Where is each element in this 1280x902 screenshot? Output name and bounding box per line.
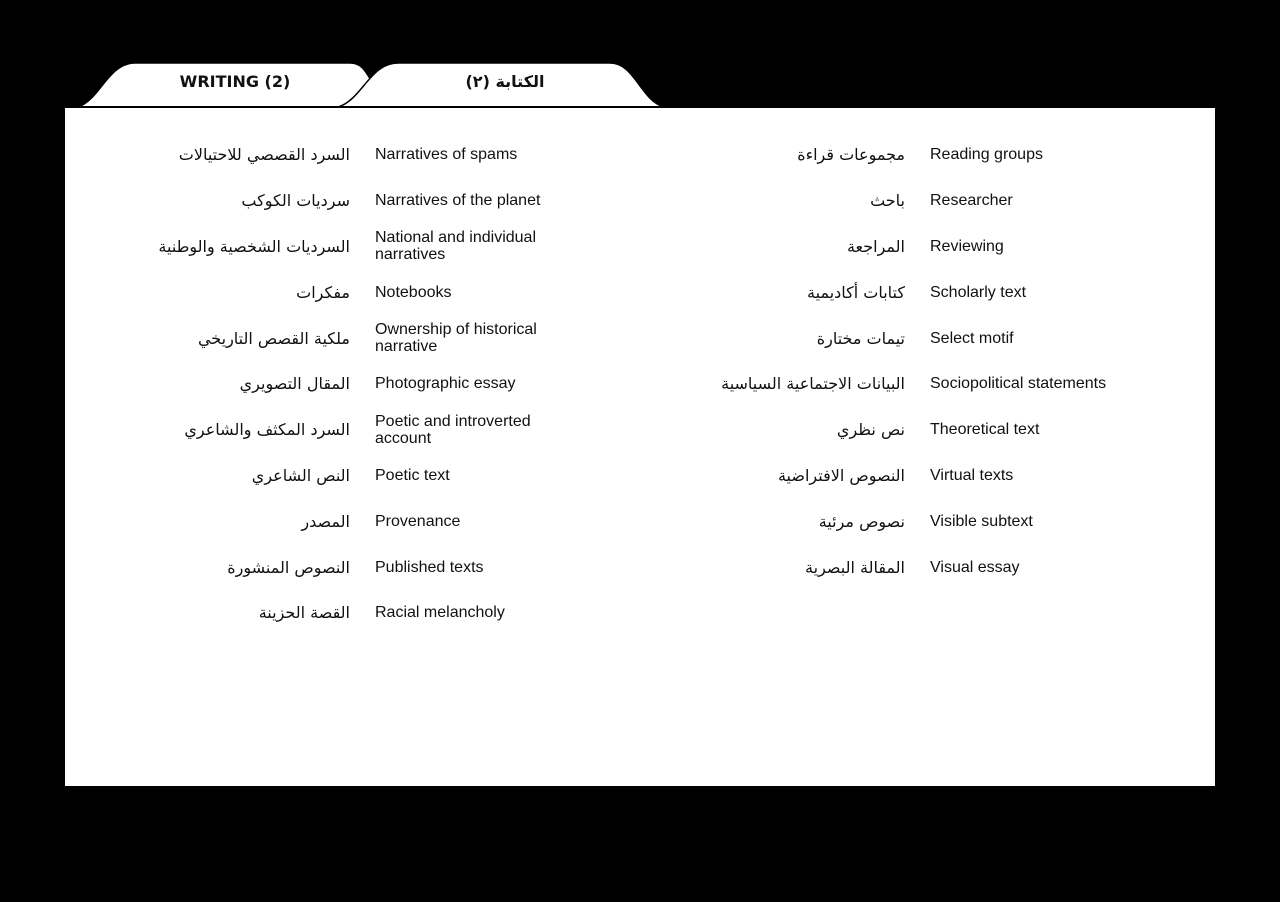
term-row[interactable] xyxy=(65,361,625,407)
term-arabic: نص نظري xyxy=(836,420,905,440)
left-term-list xyxy=(65,132,625,636)
term-arabic: المقال التصويري xyxy=(239,374,350,394)
term-english: Visible subtext xyxy=(930,512,1033,530)
term-english: Researcher xyxy=(930,192,1013,210)
term-english: National and individual narratives xyxy=(375,229,536,264)
term-row[interactable] xyxy=(65,269,625,315)
term-english: Ownership of historical narrative xyxy=(375,321,537,356)
term-arabic: المصدر xyxy=(301,511,350,531)
term-english: Notebooks xyxy=(375,283,452,301)
term-english: Reviewing xyxy=(930,237,1004,255)
term-row[interactable] xyxy=(625,315,1215,361)
term-english: Sociopolitical statements xyxy=(930,375,1107,393)
glossary-panel xyxy=(65,108,1215,786)
term-row[interactable] xyxy=(625,132,1215,178)
term-arabic: مفكرات xyxy=(296,282,350,302)
term-english: Select motif xyxy=(930,329,1014,347)
term-english: Reading groups xyxy=(930,146,1043,164)
term-row[interactable] xyxy=(65,224,625,270)
term-arabic: النصوص المنشورة xyxy=(227,557,350,577)
term-row[interactable] xyxy=(625,407,1215,453)
term-arabic: السرد القصصي للاحتيالات xyxy=(178,145,350,165)
term-arabic: كتابات أكاديمية xyxy=(807,282,905,302)
term-english: Narratives of the planet xyxy=(375,192,541,210)
term-row[interactable] xyxy=(65,498,625,544)
term-row[interactable] xyxy=(65,178,625,224)
term-english: Published texts xyxy=(375,558,484,576)
term-row[interactable] xyxy=(625,498,1215,544)
term-english: Poetic text xyxy=(375,466,450,484)
term-english: Theoretical text xyxy=(930,421,1040,439)
term-arabic: سرديات الكوكب xyxy=(241,191,350,211)
term-arabic: ملكية القصص التاريخي xyxy=(197,328,350,348)
term-arabic: تيمات مختارة xyxy=(816,328,905,348)
term-arabic: السرد المكثف والشاعري xyxy=(184,420,350,440)
term-row[interactable] xyxy=(625,269,1215,315)
term-arabic: مجموعات قراءة xyxy=(797,145,905,165)
term-english: Photographic essay xyxy=(375,375,516,393)
term-arabic: النصوص الافتراضية xyxy=(777,465,905,485)
term-arabic: المقالة البصرية xyxy=(805,557,905,577)
term-english: Narratives of spams xyxy=(375,146,518,164)
term-row[interactable] xyxy=(65,544,625,590)
term-row[interactable] xyxy=(65,590,625,636)
term-row[interactable] xyxy=(65,315,625,361)
term-row[interactable] xyxy=(625,224,1215,270)
term-english: Scholarly text xyxy=(930,283,1027,301)
tab-writing-en[interactable]: WRITING (2) xyxy=(179,72,291,91)
term-row[interactable] xyxy=(65,407,625,453)
term-arabic: السرديات الشخصية والوطنية xyxy=(158,236,350,256)
term-english: Virtual texts xyxy=(930,466,1014,484)
tab-writing-ar[interactable]: الكتابة (٢) xyxy=(465,72,545,91)
term-arabic: المراجعة xyxy=(846,236,905,256)
term-arabic: النص الشاعري xyxy=(251,465,350,485)
term-row[interactable] xyxy=(65,453,625,499)
term-english: Visual essay xyxy=(930,558,1020,576)
term-row[interactable] xyxy=(65,132,625,178)
tab-bar xyxy=(0,0,1280,120)
right-term-list xyxy=(625,132,1215,590)
term-row[interactable] xyxy=(625,453,1215,499)
term-english: Provenance xyxy=(375,512,461,530)
term-row[interactable] xyxy=(625,361,1215,407)
term-arabic: نصوص مرئية xyxy=(818,511,905,531)
term-english: Poetic and introverted account xyxy=(375,412,531,447)
term-arabic: القصة الحزينة xyxy=(258,603,350,623)
term-row[interactable] xyxy=(625,178,1215,224)
term-row[interactable] xyxy=(625,544,1215,590)
term-arabic: البيانات الاجتماعية السياسية xyxy=(721,374,905,394)
term-english: Racial melancholy xyxy=(375,604,505,622)
term-arabic: باحث xyxy=(870,191,905,211)
